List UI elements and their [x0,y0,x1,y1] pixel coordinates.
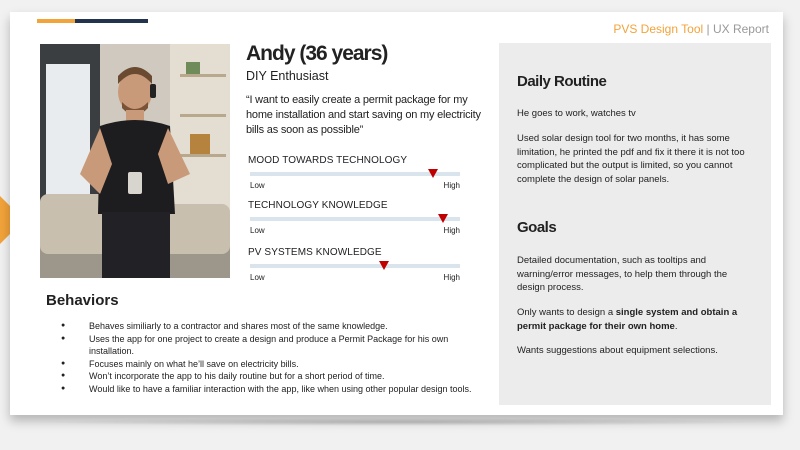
behavior-item: ● Uses the app for one project to create a design and produce a Permit Package for his own installation. [58,333,478,358]
behavior-item: ● Behaves similiarly to a contractor and shares most of the same knowledge. [58,320,478,333]
persona-quote: “I want to easily create a permit package for my home installation and start saving on my electricity bills as soon as possible” [246,94,481,136]
accent-bar [37,19,148,23]
meter-label: TECHNOLOGY KNOWLEDGE [248,200,388,211]
meter-high-label: High [443,226,460,235]
meter-track [250,217,460,221]
meter-marker-icon [438,214,448,223]
meter-technology-knowledge [248,200,462,240]
behaviors-title: Behaviors [46,292,119,309]
goals-title: Goals [517,219,557,236]
meter-track [250,264,460,268]
goals-text-3: Wants suggestions about equipment selections. [517,345,718,356]
slide-shadow [30,418,770,426]
person-photo-icon [40,44,230,278]
brand-primary: PVS Design Tool [613,22,704,36]
meter-marker-icon [428,169,438,178]
meter-low-label: Low [250,181,265,190]
accent-bar-orange [37,19,75,23]
brand-header [613,22,769,36]
meter-low-label: Low [250,226,265,235]
routine-goals-panel [499,43,771,405]
brand-secondary: | UX Report [706,22,769,36]
meter-high-label: High [443,273,460,282]
persona-slide [10,12,783,415]
accent-bar-navy [75,19,148,23]
meter-pv-systems-knowledge [248,247,462,287]
goals-text-2-prefix: Only wants to design a [517,307,616,318]
meter-label: MOOD TOWARDS TECHNOLOGY [248,155,408,166]
goals-text-2-bold: single system and obtain a permit package for their own home [517,307,738,332]
goals-text-2 [517,306,757,333]
daily-routine-text-1: He goes to work, watches tv [517,108,636,119]
meter-mood-technology [248,155,462,195]
meter-marker-icon [379,261,389,270]
behavior-item: ● Would like to have a familiar interaction with the app, like when using other popular design tools. [58,383,478,396]
behavior-item: ● Focuses mainly on what he’ll save on electricity bills. [58,358,478,371]
meter-high-label: High [443,181,460,190]
persona-role: DIY Enthusiast [246,69,329,83]
behaviors-list [58,320,478,395]
behavior-item: ● Won’t incorporate the app to his daily routine but for a short period of time. [58,370,478,383]
meter-label: PV SYSTEMS KNOWLEDGE [248,247,382,258]
daily-routine-title: Daily Routine [517,73,607,90]
goals-text-1: Detailed documentation, such as tooltips and warning/error messages, to help them through the design process. [517,255,728,293]
daily-routine-text-2: Used solar design tool for two months, it has some limitation, he printed the pdf and fix it there it is not too complicated but the output is limited, so you cannot complete the design of solar panels. [517,133,745,185]
persona-photo [40,44,230,278]
goals-text-2-suffix: . [674,320,678,332]
meter-low-label: Low [250,273,265,282]
persona-name: Andy (36 years) [246,42,388,65]
